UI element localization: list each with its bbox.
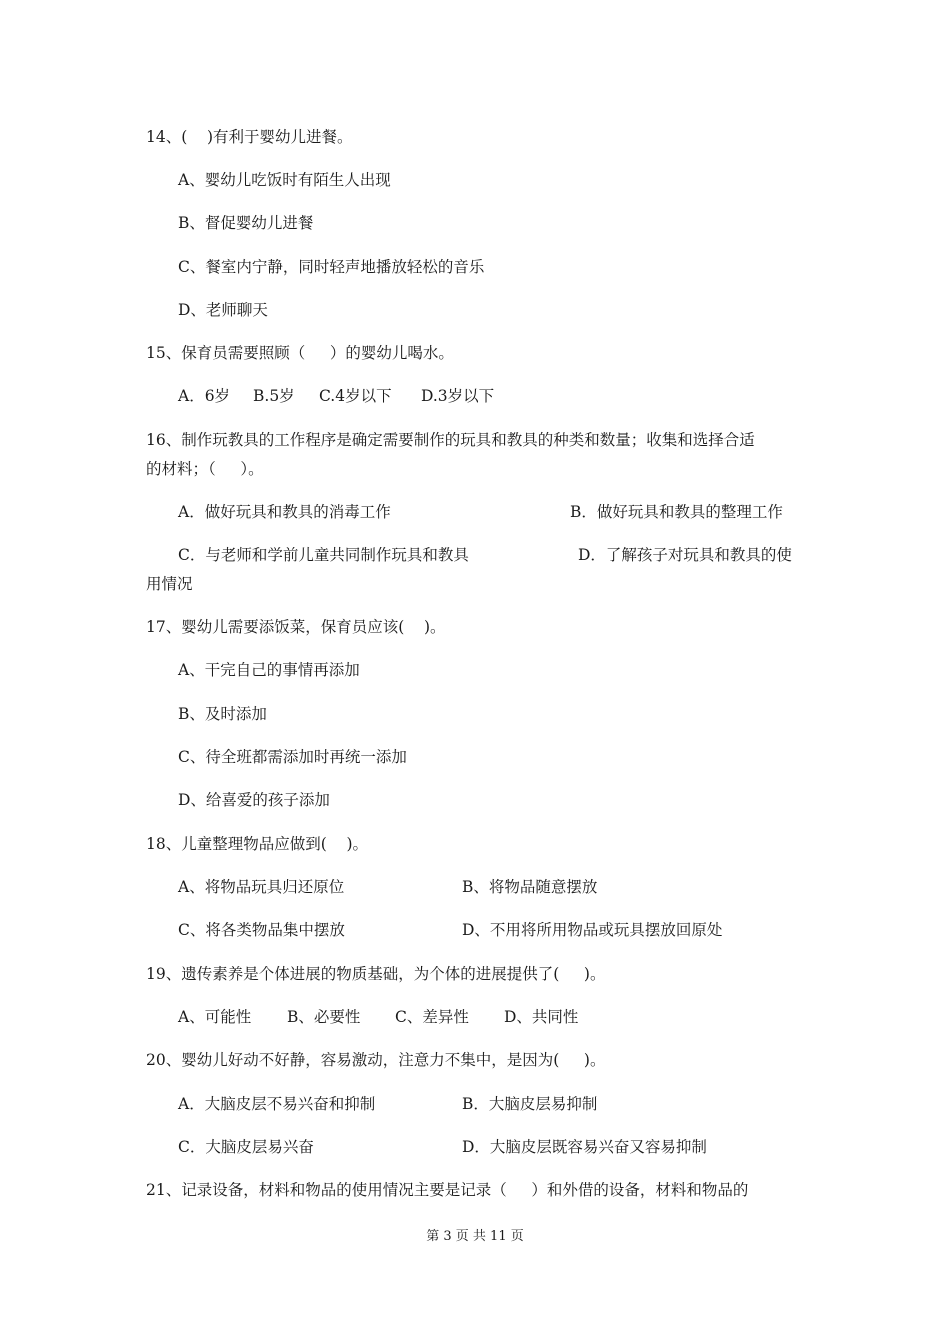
question-19-option-d: D、共同性 — [504, 1008, 579, 1026]
question-16-stem-line1: 16、制作玩教具的工作程序是确定需要制作的玩具和教具的种类和数量；收集和选择合适 — [146, 431, 755, 449]
question-20-option-a: A．大脑皮层不易兴奋和抑制 — [178, 1095, 376, 1113]
question-15-option-b: B.5岁 — [253, 387, 295, 405]
question-15-option-c: C.4岁以下 — [319, 387, 392, 405]
question-20-stem: 20、婴幼儿好动不好静，容易激动，注意力不集中，是因为( )。 — [146, 1051, 606, 1069]
question-14-stem: 14、( )有利于婴幼儿进餐。 — [146, 128, 353, 146]
question-17-option-c: C、待全班都需添加时再统一添加 — [178, 748, 407, 766]
question-16-option-a: A．做好玩具和教具的消毒工作 — [178, 503, 391, 521]
question-16-option-c: C．与老师和学前儿童共同制作玩具和教具 — [178, 546, 469, 564]
question-18-option-d: D、不用将所用物品或玩具摆放回原处 — [462, 921, 723, 939]
question-15-stem: 15、保育员需要照顾（ ）的婴幼儿喝水。 — [146, 344, 454, 362]
question-18-stem: 18、儿童整理物品应做到( )。 — [146, 835, 369, 853]
question-18-option-c: C、将各类物品集中摆放 — [178, 921, 345, 939]
question-16-stem-line2: 的材料；（ ）。 — [146, 460, 264, 478]
question-15-option-d: D.3岁以下 — [421, 387, 495, 405]
question-16-option-b: B．做好玩具和教具的整理工作 — [570, 503, 783, 521]
question-20-option-d: D．大脑皮层既容易兴奋又容易抑制 — [462, 1138, 707, 1156]
question-17-option-d: D、给喜爱的孩子添加 — [178, 791, 330, 809]
question-19-option-c: C、差异性 — [395, 1008, 469, 1026]
question-20-option-b: B．大脑皮层易抑制 — [462, 1095, 598, 1113]
question-21-stem: 21、记录设备，材料和物品的使用情况主要是记录（ ）和外借的设备，材料和物品的 — [146, 1181, 749, 1199]
page-number: 第 3 页 共 11 页 — [426, 1229, 524, 1244]
question-19-stem: 19、遗传素养是个体进展的物质基础，为个体的进展提供了( )。 — [146, 965, 606, 983]
question-15-option-a: A．6岁 — [178, 387, 231, 405]
question-19-option-b: B、必要性 — [287, 1008, 361, 1026]
question-14-option-d: D、老师聊天 — [178, 301, 268, 319]
question-18-option-a: A、将物品玩具归还原位 — [178, 878, 345, 896]
question-14-option-a: A、婴幼儿吃饭时有陌生人出现 — [178, 171, 391, 189]
question-19-option-a: A、可能性 — [178, 1008, 252, 1026]
question-17-stem: 17、婴幼儿需要添饭菜，保育员应该( )。 — [146, 618, 446, 636]
question-18-option-b: B、将物品随意摆放 — [462, 878, 598, 896]
question-20-option-c: C．大脑皮层易兴奋 — [178, 1138, 314, 1156]
question-17-option-b: B、及时添加 — [178, 705, 267, 723]
question-16-option-d-line2: 用情况 — [146, 575, 193, 593]
question-16-option-d-line1: D．了解孩子对玩具和教具的使 — [578, 546, 792, 564]
question-14-option-b: B、督促婴幼儿进餐 — [178, 214, 314, 232]
question-14-option-c: C、餐室内宁静，同时轻声地播放轻松的音乐 — [178, 258, 485, 276]
question-17-option-a: A、干完自己的事情再添加 — [178, 661, 360, 679]
